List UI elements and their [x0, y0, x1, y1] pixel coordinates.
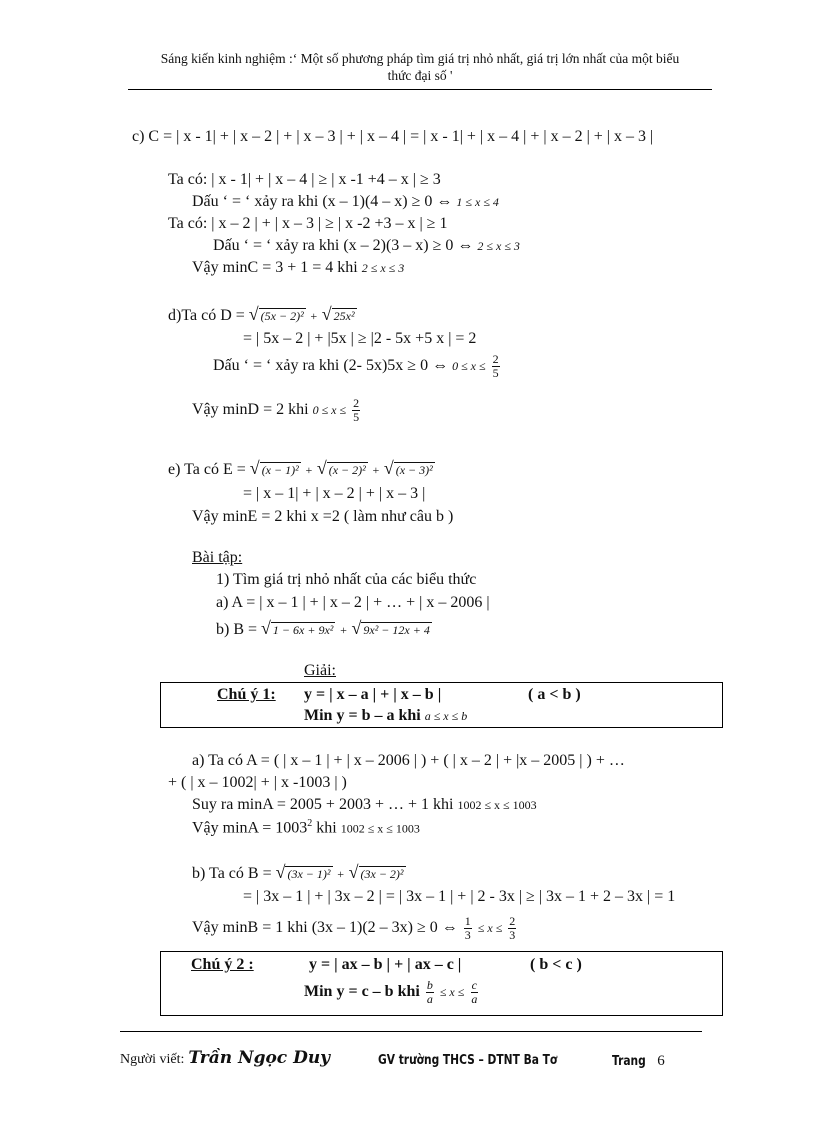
exercise-title: Bài tập:	[192, 549, 243, 566]
d-line-1	[168, 304, 357, 325]
d-range: 0 ≤ x ≤	[452, 359, 486, 374]
solB-conclusion: Vậy minB = 1 khi (3x – 1)(2 – 3x) ≥ 0 ⇔	[192, 919, 458, 937]
exercise-b-sqrt-1: √ 1 − 6x + 9x²	[261, 618, 334, 638]
solA-range-1: 1002 ≤ x ≤ 1003	[457, 798, 537, 812]
solA-line-2: + ( | x – 1002| + | x -1003 | )	[168, 774, 347, 791]
c-line-5	[213, 237, 520, 255]
footer-author-label: Người viết:	[120, 1052, 185, 1067]
e-sqrt-1: √ (x − 1)²	[249, 458, 299, 478]
solution-title: Giải:	[304, 662, 336, 679]
footer-rule	[120, 1031, 702, 1032]
solB-line-3	[192, 915, 518, 942]
solB-fraction-2: $\frac{2}{3}$	[509, 914, 516, 942]
exercise-b-label: b) B =	[216, 621, 258, 638]
c-line-1: c) C = | x - 1| + | x – 2 | + | x – 3 | + | x – 4 | = | x - 1| + | x – 4 | + | x – 2 | + | x – 3 |	[132, 128, 654, 145]
d-fraction-1: $\frac{2}{5}$	[492, 352, 499, 380]
note-2-mid: ≤ x ≤	[439, 985, 465, 1000]
solB-sqrt-2: √ (3x − 2)²	[348, 862, 404, 882]
exercise-b-plus: +	[339, 623, 348, 637]
note-2-formula: y = | ax – b | + | ax – c |	[309, 956, 462, 973]
d-line-3	[213, 353, 502, 380]
d-range-2: 0 ≤ x ≤	[312, 403, 347, 418]
solA-line-4	[192, 818, 420, 837]
solA-line-1: a) Ta có A = ( | x – 1 | + | x – 2006 | ) + ( | x – 2 | + |x – 2005 | ) + …	[192, 752, 625, 769]
footer-school: GV trường THCS – DTNT Ba Tơ	[378, 1053, 558, 1068]
note-1-label: Chú ý 1:	[217, 686, 276, 703]
page-header	[120, 50, 720, 84]
d-line-4	[192, 397, 362, 424]
c-line-4: Ta có: | x – 2 | + | x – 3 | ≥ | x -2 +3 – x | ≥ 1	[168, 215, 448, 232]
exercise-item-1: 1) Tìm giá trị nhỏ nhất của các biểu thức	[216, 571, 477, 588]
d-line-2: = | 5x – 2 | + |5x | ≥ |2 - 5x +5 x | = 2	[243, 330, 477, 347]
exercise-a: a) A = | x – 1 | + | x – 2 | + … + | x – 2006 |	[216, 594, 490, 611]
c-conclusion: Vậy minC = 3 + 1 = 4 khi	[192, 259, 358, 276]
header-rule	[128, 89, 712, 90]
note-1-formula: y = | x – a | + | x – b |	[304, 686, 442, 703]
d-conclusion: Vậy minD = 2 khi	[192, 401, 309, 419]
footer-page	[612, 1052, 665, 1070]
e-sqrt-3: √ (x − 3)²	[383, 458, 433, 478]
c-range-1: 1 ≤ x ≤ 4	[456, 195, 499, 209]
note-1-condition: ( a < b )	[528, 686, 581, 703]
e-plus-2: +	[371, 463, 380, 477]
d-fraction-2: $\frac{2}{5}$	[353, 396, 360, 424]
note-2-line-2	[304, 979, 480, 1006]
note-1-line-2	[304, 707, 467, 725]
d-plus: +	[309, 309, 318, 323]
solB-line-1	[192, 862, 406, 883]
solB-sqrt-1: √ (3x − 1)²	[275, 862, 331, 882]
note-1-range: a ≤ x ≤ b	[424, 709, 468, 723]
header-line-2: thức đại số '	[387, 68, 453, 83]
note-2-fraction-2: $\frac{c}{a}$	[471, 978, 478, 1006]
footer-author-name: Trần Ngọc Duy	[188, 1048, 331, 1068]
c-range-2: 2 ≤ x ≤ 3	[477, 239, 520, 253]
exercise-b	[216, 618, 432, 639]
solA-min: Vậy minA = 1003	[192, 819, 308, 837]
solA-sum: Suy ra minA = 2005 + 2003 + … + 1 khi	[192, 796, 454, 813]
header-line-1: Sáng kiến kinh nghiệm :‘ Một số phương pháp tìm giá trị nhỏ nhất, giá trị lớn nhất của một biểu	[160, 51, 680, 66]
e-intro: e) Ta có E =	[168, 461, 246, 478]
d-intro: d)Ta có D =	[168, 307, 245, 324]
note-2-min: Min y = c – b khi	[304, 983, 420, 1001]
c-condition-2: Dấu ‘ = ‘ xảy ra khi (x – 2)(3 – x) ≥ 0 ⇔	[213, 237, 474, 254]
e-sqrt-2: √ (x − 2)²	[316, 458, 366, 478]
note-1-min: Min y = b – a khi	[304, 707, 421, 724]
e-plus-1: +	[304, 463, 313, 477]
solA-line-3	[192, 796, 537, 814]
solB-fraction-1: $\frac{1}{3}$	[464, 914, 471, 942]
c-line-2: Ta có: | x - 1| + | x – 4 | ≥ | x -1 +4 – x | ≥ 3	[168, 171, 441, 188]
solB-intro: b) Ta có B =	[192, 865, 272, 882]
c-range-3: 2 ≤ x ≤ 3	[361, 261, 405, 275]
note-2-fraction-1: $\frac{b}{a}$	[426, 978, 433, 1006]
note-2-label: Chú ý 2 :	[191, 956, 254, 973]
solB-mid: ≤ x ≤	[477, 921, 503, 936]
solA-exponent: 2	[307, 818, 313, 829]
note-2-condition: ( b < c )	[530, 956, 582, 973]
solA-range-2: 1002 ≤ x ≤ 1003	[340, 821, 420, 836]
d-condition: Dấu ‘ = ‘ xảy ra khi (2- 5x)5x ≥ 0 ⇔	[213, 357, 449, 375]
d-sqrt-1: √ (5x − 2)²	[248, 304, 304, 324]
e-line-2: = | x – 1| + | x – 2 | + | x – 3 |	[243, 485, 426, 502]
footer-page-number: 6	[657, 1053, 665, 1069]
c-condition-1: Dấu ‘ = ‘ xảy ra khi (x – 1)(4 – x) ≥ 0 ⇔	[192, 193, 453, 210]
d-sqrt-2: √ 25x²	[321, 304, 355, 324]
footer	[120, 1048, 330, 1068]
e-line-3: Vậy minE = 2 khi x =2 ( làm như câu b )	[192, 508, 454, 525]
solB-line-2: = | 3x – 1 | + | 3x – 2 | = | 3x – 1 | + | 2 - 3x | ≥ | 3x – 1 + 2 – 3x | = 1	[243, 888, 676, 905]
exercise-b-sqrt-2: √ 9x² − 12x + 4	[351, 618, 430, 638]
solB-plus: +	[336, 867, 345, 881]
solA-khi: khi	[312, 819, 337, 837]
footer-page-label: Trang	[612, 1054, 646, 1069]
c-line-6	[192, 259, 404, 277]
e-line-1	[168, 458, 435, 479]
c-line-3	[192, 193, 499, 211]
